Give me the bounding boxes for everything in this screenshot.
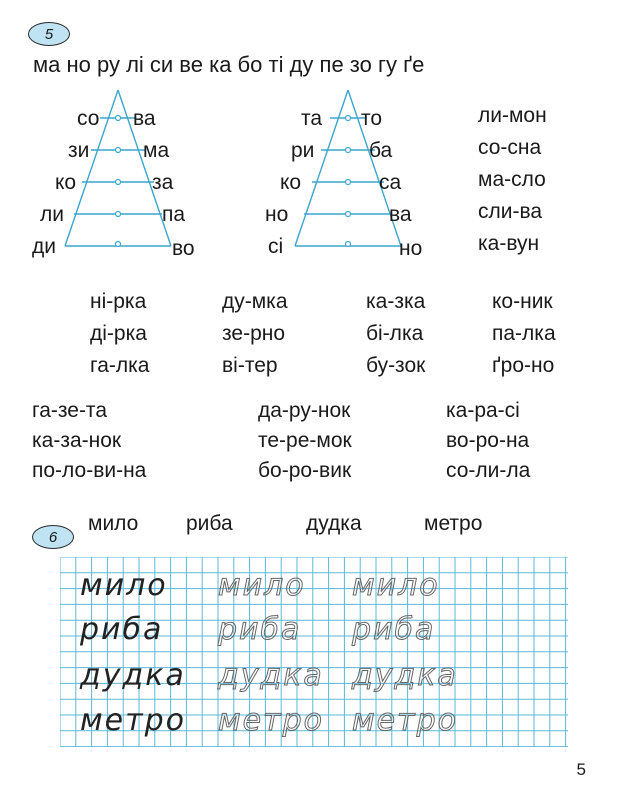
word: ко-ник [492,290,553,313]
copy-word-trace: риба [218,612,302,647]
word: зе-рно [222,322,286,345]
tree2-left-2: ри [291,139,315,162]
word-column-1 [90,286,149,382]
tree2-right-1: то [361,107,383,130]
word: ні-рка [90,290,147,313]
list-item: сли-ва [478,200,543,223]
word: бі-лка [366,322,424,345]
tree1-left-1: со [77,107,100,130]
list-item: ли-мон [478,104,547,127]
tree2-left-4: но [265,203,289,226]
tree1-right-5: во [172,237,195,260]
tree1-right-1: ва [133,107,156,130]
word: те-ре-мок [258,429,352,452]
word: ду-мка [222,290,288,313]
example-word: метро [424,512,483,535]
list-item: ма-сло [478,168,546,191]
word-column-3 [366,286,425,382]
word: ка-зка [366,290,426,313]
word: ґро-но [492,354,555,377]
copy-word-solid: мило [80,568,168,603]
tree1-right-3: за [152,171,174,194]
word-list-hyphenated [478,100,547,260]
word-column-2 [222,286,288,382]
copy-word-trace: дудка [352,658,458,693]
list-item: со-сна [478,136,542,159]
exercise-number-badge [28,22,70,46]
word: во-ро-на [446,429,530,452]
copy-word-solid: риба [80,612,164,647]
tree2-left-3: ко [280,171,302,194]
word-column-6 [258,396,352,486]
word: га-лка [90,354,150,377]
copy-word-trace: мило [352,568,440,603]
exercise-number-badge [32,525,74,549]
copy-word-trace: дудка [218,658,324,693]
example-word: дудка [306,512,362,535]
page-number: 5 [576,760,586,779]
tree1-left-2: зи [68,139,90,162]
word: га-зе-та [32,399,107,422]
list-item: ка-вун [478,232,540,255]
tree1-left-3: ко [55,171,77,194]
word: па-лка [492,322,556,345]
tree2-right-2: ба [369,139,393,162]
tree2-left-5: сі [268,235,284,258]
word: бо-ро-вик [258,459,352,482]
tree1-right-4: па [162,203,186,226]
word: да-ру-нок [258,399,351,422]
example-word: риба [186,512,233,535]
word: ві-тер [222,354,278,377]
word: ді-рка [90,322,147,345]
word-column-7 [446,396,530,486]
copy-word-trace: метро [352,703,458,738]
word: со-ли-ла [446,459,531,482]
syllable-row: ма но ру лі си ве ка бо ті ду пе зо гу ґе [33,52,425,77]
copy-word-trace: риба [352,612,436,647]
tree1-right-2: ма [143,139,170,162]
copy-word-trace: мило [218,568,306,603]
exercise-number: 5 [44,25,54,43]
copy-word-trace: метро [218,703,324,738]
exercise-number: 6 [48,528,58,546]
tree2-right-3: са [379,171,402,194]
copy-word-solid: дудка [80,658,186,693]
word: ка-ра-сі [446,399,520,422]
copy-word-solid: метро [80,703,186,738]
example-word: мило [88,512,139,535]
word: бу-зок [366,354,426,377]
tree2-right-4: ва [389,203,412,226]
tree1-left-5: ди [32,235,56,258]
word: по-ло-ви-на [32,459,147,482]
word-column-4 [492,286,556,382]
tree2-left-1: та [301,107,323,130]
word: ка-за-нок [32,429,122,452]
word-column-5 [32,396,146,486]
tree1-left-4: ли [40,203,64,226]
tree2-right-5: но [399,237,423,260]
